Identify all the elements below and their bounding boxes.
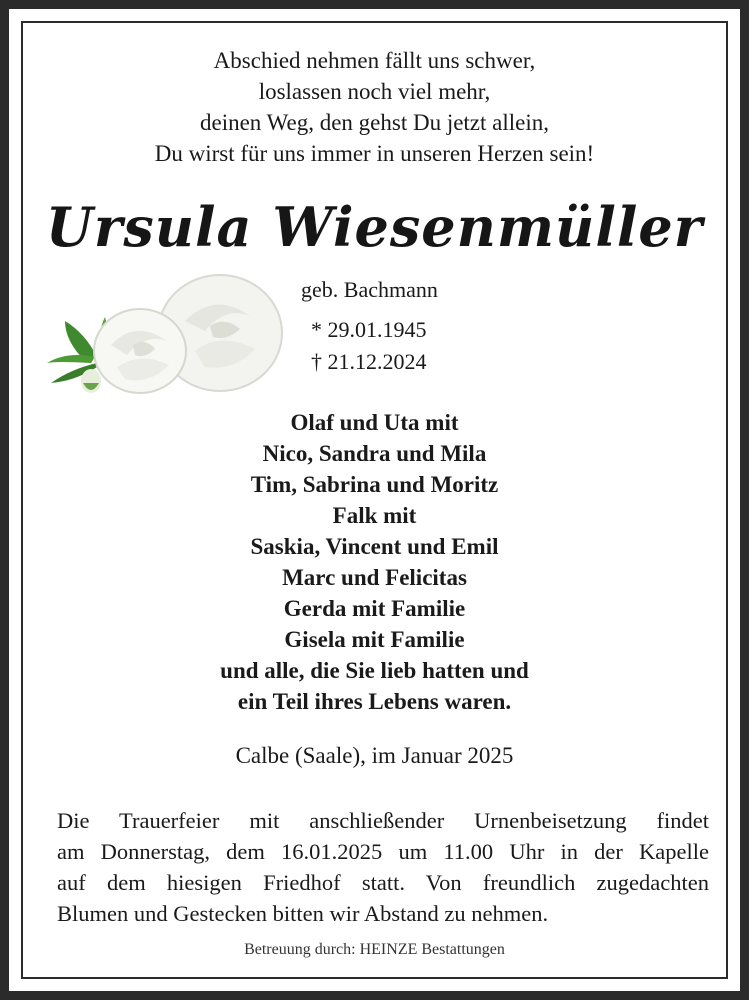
maiden-name: geb. Bachmann — [301, 277, 438, 302]
mourner-line: Gisela mit Familie — [284, 627, 465, 652]
mourner-line: Nico, Sandra und Mila — [262, 441, 487, 466]
mourner-line: Tim, Sabrina und Moritz — [250, 472, 499, 497]
mourner-line: Falk mit — [332, 503, 417, 528]
mourners-list — [9, 407, 740, 717]
mourner-line: Gerda mit Familie — [283, 596, 466, 621]
mourner-line: Saskia, Vincent und Emil — [250, 534, 499, 559]
ceremony-line: Blumen und Gestecken bitten wir Abstand zu nehmen. — [57, 901, 549, 926]
poem-line: loslassen noch viel mehr, — [258, 79, 491, 104]
mourner-line: Marc und Felicitas — [282, 565, 467, 590]
mourner-line: ein Teil ihres Lebens waren. — [237, 689, 512, 714]
deceased-name: Ursula Wiesenmüller — [45, 195, 704, 259]
poem-line: deinen Weg, den gehst Du jetzt allein, — [199, 110, 549, 135]
ceremony-line: Die Trauerfeier mit anschließender Urnenbeisetzung findet — [57, 808, 709, 833]
birth-date: * 29.01.1945 — [311, 317, 427, 342]
ceremony-line: am Donnerstag, dem 16.01.2025 um 11.00 Uhr in der Kapelle — [57, 839, 709, 864]
white-roses-icon — [45, 271, 285, 401]
undertaker-credit: Betreuung durch: HEINZE Bestattungen — [244, 941, 505, 958]
poem-line: Abschied nehmen fällt uns schwer, — [213, 48, 536, 73]
mourner-line: und alle, die Sie lieb hatten und — [220, 658, 529, 683]
ceremony-line: auf dem hiesigen Friedhof statt. Von freundlich zugedachten — [57, 870, 709, 895]
ceremony-notice — [57, 805, 709, 929]
mourner-line: Olaf und Uta mit — [290, 410, 459, 435]
place-date: Calbe (Saale), im Januar 2025 — [235, 743, 514, 768]
poem-line: Du wirst für uns immer in unseren Herzen sein! — [154, 141, 595, 166]
death-date: † 21.12.2024 — [311, 349, 427, 374]
poem — [9, 45, 740, 169]
